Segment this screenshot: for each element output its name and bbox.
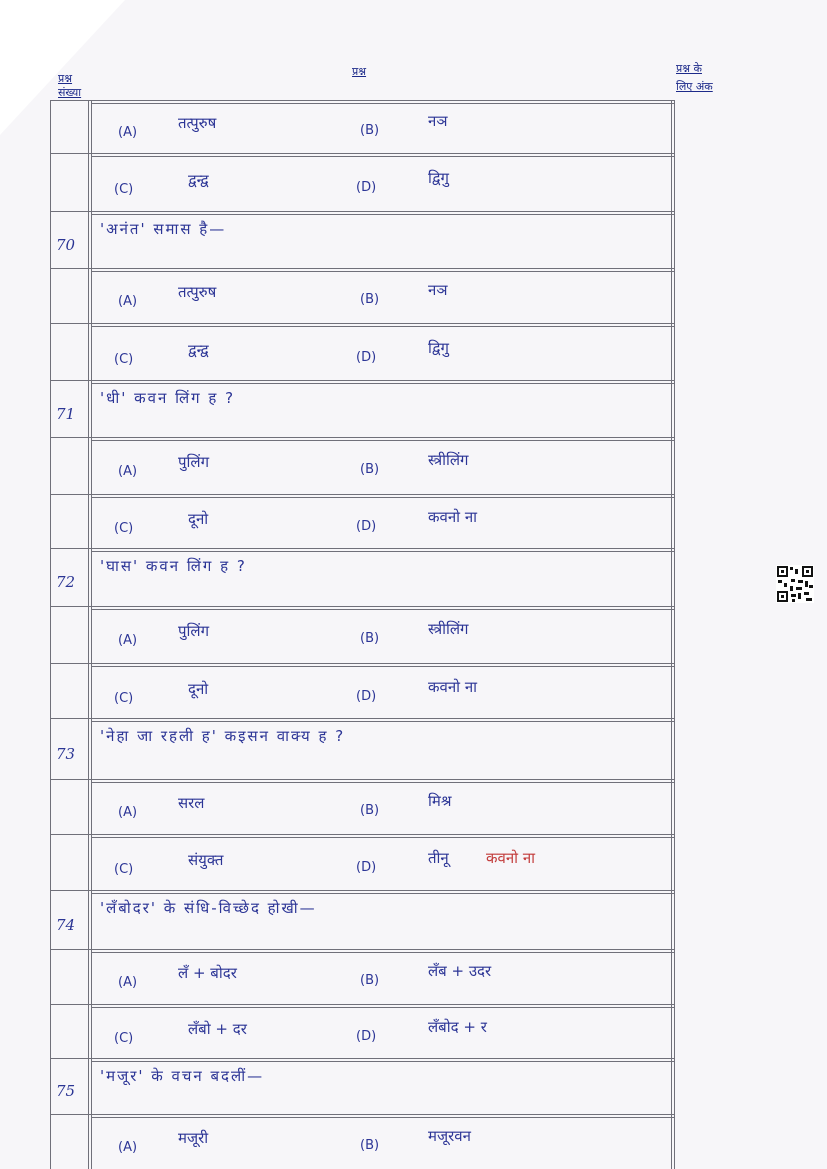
option-a-text: पुलिंग xyxy=(178,622,210,640)
row-rule-inner xyxy=(91,1061,674,1062)
option-a-text: मजूरी xyxy=(178,1129,209,1147)
option-d-label: (D) xyxy=(356,689,377,704)
question-number: 71 xyxy=(56,405,76,423)
option-a-text: पुलिंग xyxy=(178,453,210,471)
question-text: 'नेहा जा रहली ह' कइसन वाक्य ह ? xyxy=(100,727,346,745)
option-a-text: तत्पुरुष xyxy=(178,283,217,301)
row-rule-inner xyxy=(91,782,674,783)
row-rule-inner xyxy=(91,156,674,157)
option-c-label: (C) xyxy=(114,521,134,536)
option-d-label: (D) xyxy=(356,860,377,875)
option-a-text: लँ + बोदर xyxy=(178,964,237,982)
row-rule xyxy=(50,323,674,324)
question-text: 'लँबोदर' के संधि-विच्छेद होखी— xyxy=(100,899,317,917)
row-rule-inner xyxy=(91,721,674,722)
option-b-text: मिश्र xyxy=(428,792,452,810)
question-number: 75 xyxy=(56,1082,76,1100)
question-text: 'धी' कवन लिंग ह ? xyxy=(100,389,236,407)
row-rule xyxy=(50,1114,674,1115)
option-c-label: (C) xyxy=(114,862,134,877)
row-rule-inner xyxy=(91,666,674,667)
row-rule xyxy=(50,1058,674,1059)
option-d-text: कवनो ना xyxy=(428,678,478,696)
option-b-text: नञ xyxy=(428,281,448,299)
option-a-label: (A) xyxy=(118,633,138,648)
option-a-label: (A) xyxy=(118,1140,138,1155)
header-marks: प्रश्न के लिए अंक xyxy=(676,62,713,93)
row-rule-inner xyxy=(91,952,674,953)
row-rule xyxy=(50,380,674,381)
row-rule xyxy=(50,268,674,269)
option-a-label: (A) xyxy=(118,975,138,990)
option-b-text: लँब + उदर xyxy=(428,962,492,980)
option-d-text: तीनू xyxy=(428,849,449,867)
option-a-text: सरल xyxy=(178,794,205,812)
row-rule xyxy=(50,779,674,780)
option-b-label: (B) xyxy=(360,123,380,138)
row-rule xyxy=(50,548,674,549)
row-rule-inner xyxy=(91,326,674,327)
option-c-label: (C) xyxy=(114,352,134,367)
option-b-label: (B) xyxy=(360,292,380,307)
option-a-label: (A) xyxy=(118,125,138,140)
option-d-text-corrected: कवनो ना xyxy=(486,849,536,867)
option-b-label: (B) xyxy=(360,462,380,477)
option-a-label: (A) xyxy=(118,805,138,820)
question-number: 74 xyxy=(56,916,76,934)
row-rule xyxy=(50,437,674,438)
option-d-label: (D) xyxy=(356,350,377,365)
option-b-text: नञ xyxy=(428,112,448,130)
option-d-label: (D) xyxy=(356,519,377,534)
option-c-text: द्वन्द्व xyxy=(188,171,209,189)
option-a-label: (A) xyxy=(118,464,138,479)
option-d-label: (D) xyxy=(356,1029,377,1044)
option-c-label: (C) xyxy=(114,691,134,706)
row-rule xyxy=(50,718,674,719)
row-rule-inner xyxy=(91,1007,674,1008)
header-question: प्रश्न xyxy=(352,65,367,78)
row-rule xyxy=(50,663,674,664)
row-rule-inner xyxy=(91,1117,674,1118)
option-c-text: दूनो xyxy=(188,510,209,528)
option-b-label: (B) xyxy=(360,803,380,818)
option-a-text: तत्पुरुष xyxy=(178,114,217,132)
qr-code-icon xyxy=(776,565,814,603)
question-number: 70 xyxy=(56,236,76,254)
row-rule xyxy=(50,890,674,891)
row-rule-inner xyxy=(91,103,674,104)
question-number: 72 xyxy=(56,573,76,591)
row-rule-inner xyxy=(91,551,674,552)
row-rule-inner xyxy=(91,609,674,610)
row-rule-inner xyxy=(91,383,674,384)
row-rule-inner xyxy=(91,497,674,498)
question-text: 'मजूर' के वचन बदलीं— xyxy=(100,1067,265,1085)
question-number: 73 xyxy=(56,745,76,763)
option-b-text: स्त्रीलिंग xyxy=(428,620,469,638)
row-rule xyxy=(50,494,674,495)
row-rule xyxy=(50,153,674,154)
row-rule xyxy=(50,606,674,607)
option-b-label: (B) xyxy=(360,1138,380,1153)
option-b-label: (B) xyxy=(360,631,380,646)
option-c-text: दूनो xyxy=(188,680,209,698)
option-c-text: संयुक्त xyxy=(188,851,224,869)
row-rule xyxy=(50,211,674,212)
question-text: 'घास' कवन लिंग ह ? xyxy=(100,557,247,575)
option-c-text: लँबो + दर xyxy=(188,1020,247,1038)
option-b-label: (B) xyxy=(360,973,380,988)
option-c-label: (C) xyxy=(114,182,134,197)
option-a-label: (A) xyxy=(118,294,138,309)
option-d-text: द्विगु xyxy=(428,169,449,187)
option-c-text: द्वन्द्व xyxy=(188,341,209,359)
option-c-label: (C) xyxy=(114,1031,134,1046)
option-b-text: स्त्रीलिंग xyxy=(428,451,469,469)
option-d-text: द्विगु xyxy=(428,339,449,357)
option-d-text: कवनो ना xyxy=(428,508,478,526)
option-d-label: (D) xyxy=(356,180,377,195)
row-rule xyxy=(50,1004,674,1005)
row-rule-inner xyxy=(91,440,674,441)
option-d-text: लँबोद + र xyxy=(428,1018,487,1036)
row-rule xyxy=(50,834,674,835)
row-rule-inner xyxy=(91,214,674,215)
row-rule-inner xyxy=(91,893,674,894)
row-rule-inner xyxy=(91,837,674,838)
question-text: 'अनंत' समास है— xyxy=(100,220,227,238)
row-rule xyxy=(50,100,674,101)
row-rule-inner xyxy=(91,271,674,272)
header-question-number: प्रश्न संख्या xyxy=(58,72,82,99)
option-b-text: मजूरवन xyxy=(428,1127,471,1145)
row-rule xyxy=(50,949,674,950)
